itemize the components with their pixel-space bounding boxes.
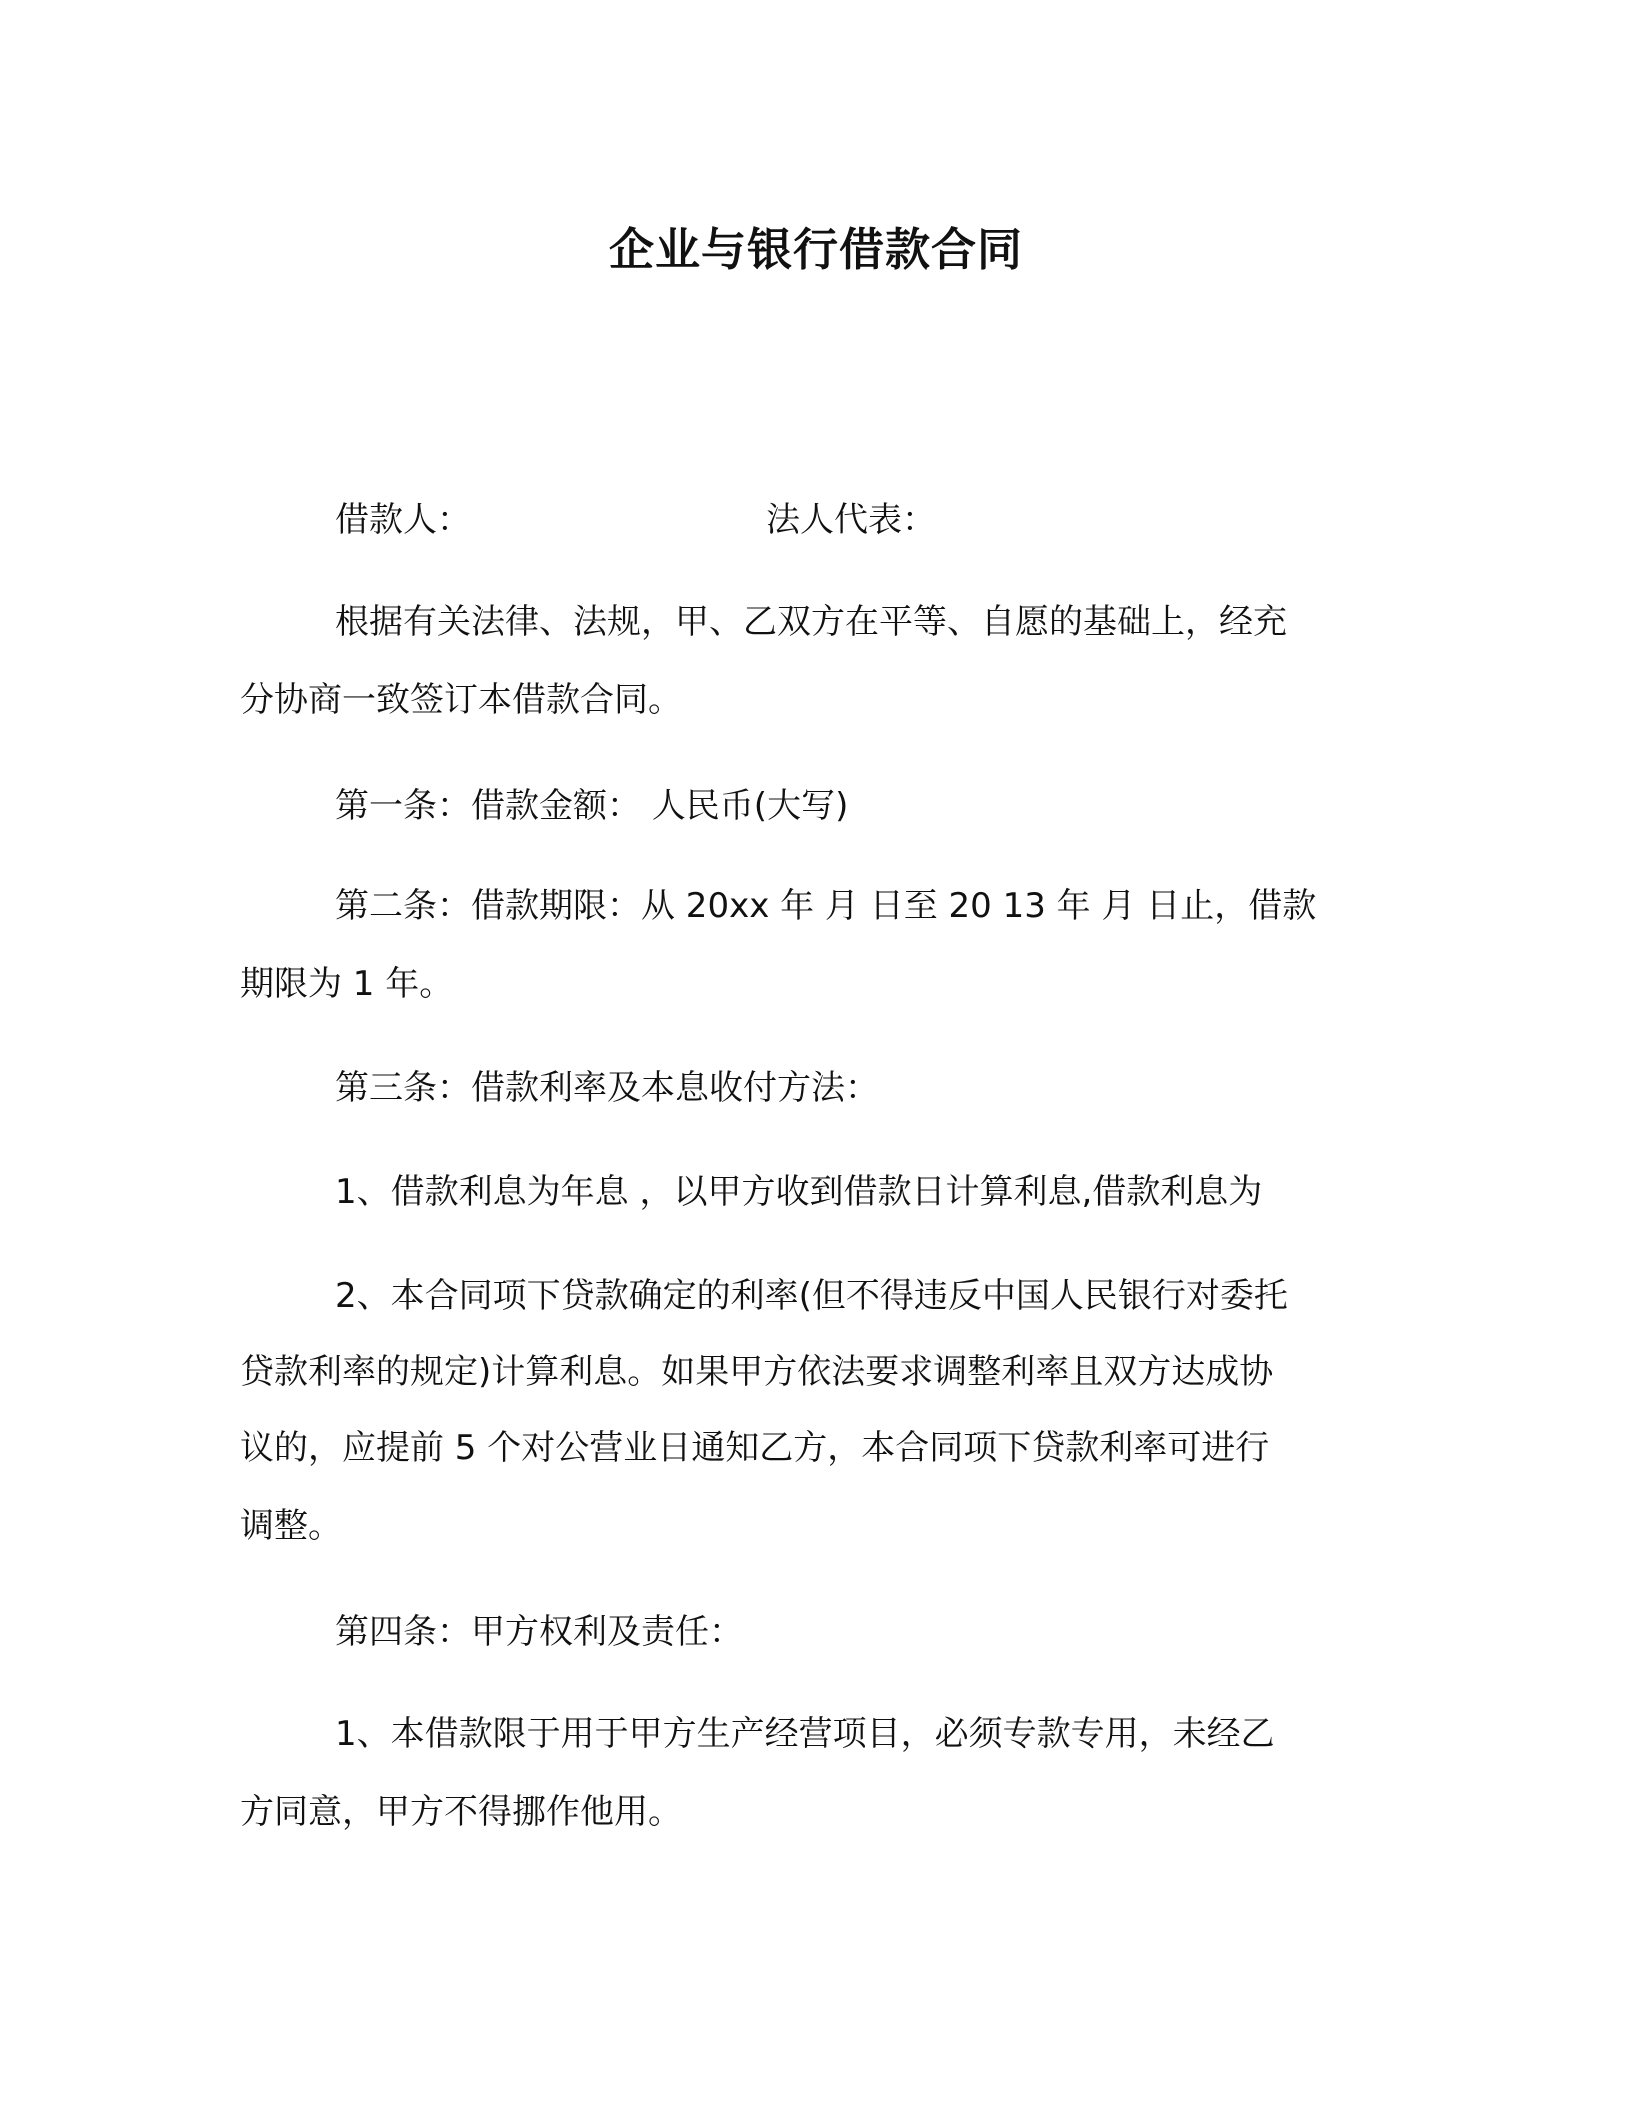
article-3-item-2-line-3: 议的，应提前 5 个对公营业日通知乙方，本合同项下贷款利率可进行 [240, 1428, 1270, 1468]
article-4-item-1-line-2: 方同意，甲方不得挪作他用。 [240, 1792, 682, 1832]
article-2-line-2: 期限为 1 年。 [240, 964, 454, 1004]
document-title: 企业与银行借款合同 [608, 223, 1023, 276]
article-2-line-1: 第二条：借款期限：从 20xx 年 月 日至 20 13 年 月 日止，借款 [335, 886, 1317, 926]
article-3-heading: 第三条：借款利率及本息收付方法： [335, 1068, 879, 1108]
article-4-heading: 第四条：甲方权利及责任： [335, 1612, 743, 1652]
intro-line-2: 分协商一致签订本借款合同。 [240, 680, 682, 720]
article-1-loan-amount: 第一条：借款金额： 人民币(大写) [335, 786, 849, 826]
article-3-item-2-line-2: 贷款利率的规定)计算利息。如果甲方依法要求调整利率且双方达成协 [240, 1352, 1274, 1392]
article-4-item-1-line-1: 1、本借款限于用于甲方生产经营项目，必须专款专用，未经乙 [335, 1714, 1275, 1754]
article-3-item-1: 1、借款利息为年息 ，以甲方收到借款日计算利息,借款利息为 [335, 1172, 1263, 1212]
article-3-item-2-line-1: 2、本合同项下贷款确定的利率(但不得违反中国人民银行对委托 [335, 1276, 1288, 1316]
article-3-item-2-line-4: 调整。 [240, 1506, 342, 1546]
borrower-label: 借款人： [335, 500, 471, 540]
legal-representative-label: 法人代表： [766, 500, 936, 540]
intro-line-1: 根据有关法律、法规，甲、乙双方在平等、自愿的基础上，经充 [335, 602, 1287, 642]
